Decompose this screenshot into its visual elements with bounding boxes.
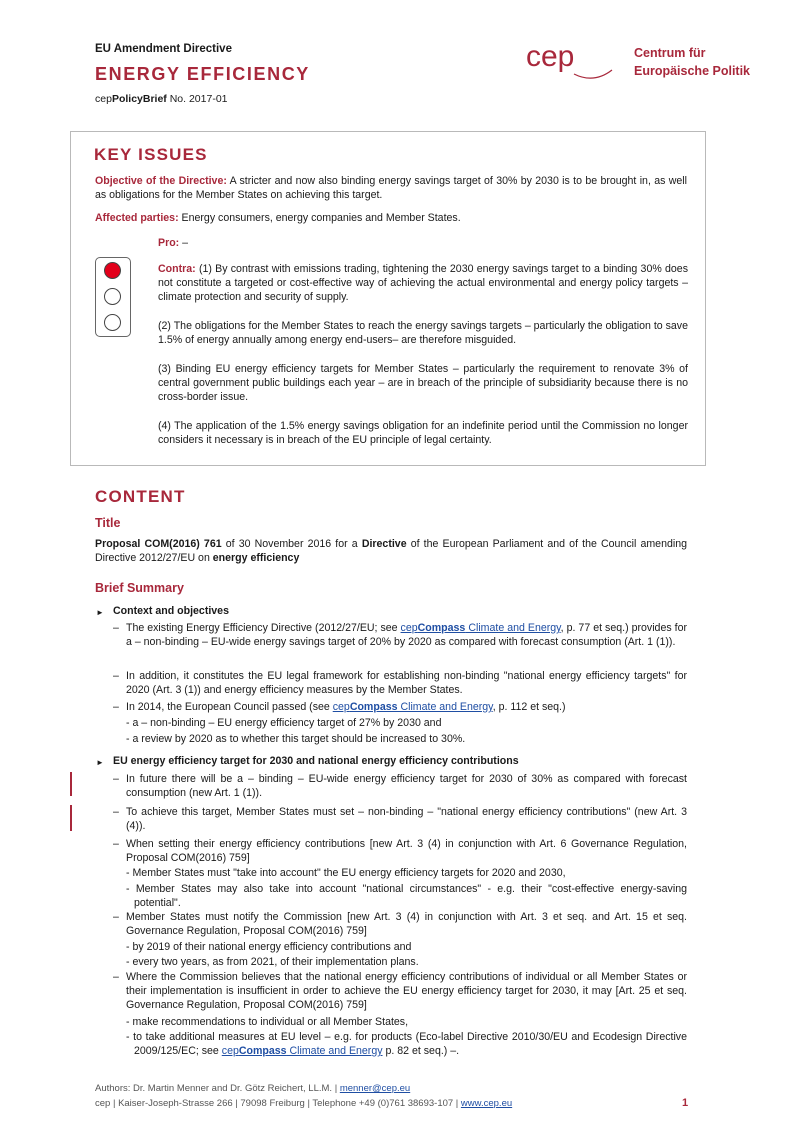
author-email-link[interactable]: menner@cep.eu xyxy=(339,1083,411,1094)
document-title: ENERGY EFFICIENCY xyxy=(95,64,310,84)
sub-item: - make recommendations to individual or all Member States, xyxy=(126,1016,409,1028)
section-context-title: Context and objectives xyxy=(113,605,229,617)
sub-item: - Member States must "take into account" the EU energy efficiency targets for 2020 and 2030, xyxy=(126,867,566,879)
cepcompass-link[interactable]: cepCompass Climate and Energy xyxy=(221,1045,383,1057)
affected-paragraph: Affected parties: Energy consumers, energy companies and Member States. xyxy=(95,212,461,224)
red-lamp-icon xyxy=(104,262,121,279)
section-target-title: EU energy efficiency target for 2030 and national energy efficiency contributions xyxy=(113,755,519,767)
cepcompass-link[interactable]: cepCompass Climate and Energy xyxy=(400,622,561,634)
content-heading: CONTENT xyxy=(95,487,186,506)
key-issues-heading: KEY ISSUES xyxy=(94,145,208,164)
title-heading: Title xyxy=(95,516,121,530)
footer-authors: Authors: Dr. Martin Menner and Dr. Götz Reichert, LL.M. | menner@cep.eu xyxy=(95,1083,411,1094)
amber-lamp-icon xyxy=(104,288,121,305)
logo-word: cep xyxy=(526,40,575,73)
sub-item: - a – non-binding – EU energy efficiency target of 27% by 2030 and xyxy=(126,717,442,729)
list-item: – In future there will be a – binding – EU-wide energy efficiency target for 2030 of 30% as compared with forecast consumption (new Art. 1 (1)). xyxy=(113,773,687,799)
policy-brief-number: cepPolicyBrief No. 2017-01 xyxy=(95,93,228,105)
contra-paragraph-2: (2) The obligations for the Member States to reach the energy savings targets – particularly the obligation to save 1.5% of energy annually among energy end-users– are therefore misguided. xyxy=(158,320,688,346)
bullet-arrow-icon: ► xyxy=(96,758,104,767)
website-link[interactable]: www.cep.eu xyxy=(460,1098,513,1109)
document-kicker: EU Amendment Directive xyxy=(95,43,232,55)
list-item: – The existing Energy Efficiency Directive (2012/27/EU; see cepCompass Climate and Energy, p. 77 et seq.) provides for a – non-binding – EU-wide energy savings target of 20% by 2020 as compared with forecast consumption (Art. 1 (1)). xyxy=(113,622,687,648)
bullet-arrow-icon: ► xyxy=(96,608,104,617)
list-item: – To achieve this target, Member States must set – non-binding – "national energy efficiency contributions" (new Art. 3 (4)). xyxy=(113,806,687,832)
change-bar xyxy=(70,805,72,831)
footer-address: cep | Kaiser-Joseph-Strasse 266 | 79098 Freiburg | Telephone +49 (0)761 38693-107 | www.cep.eu xyxy=(95,1098,513,1109)
sub-item: - every two years, as from 2021, of their implementation plans. xyxy=(126,956,419,968)
proposal-title: Proposal COM(2016) 761 of 30 November 2016 for a Directive of the European Parliament and of the Council amending Directive 2012/27/EU on energy efficiency xyxy=(95,538,687,564)
list-item: – Member States must notify the Commission [new Art. 3 (4) in conjunction with Art. 3 et seq. and Art. 15 et seq. Governance Regulation, Proposal COM(2016) 759] xyxy=(113,911,687,937)
traffic-light-icon xyxy=(95,257,131,337)
cepcompass-link[interactable]: cepCompass Climate and Energy xyxy=(332,701,493,713)
list-item: – Where the Commission believes that the national energy efficiency contributions of individual or all Member States or their implementation is insufficient in order to achieve the EU energy efficiency target for 2030, it may [Art. 25 et seq. Governance Regulation, Proposal COM(2016) 759] xyxy=(113,971,687,1011)
contra-paragraph-1: Contra: (1) By contrast with emissions trading, tightening the 2030 energy savings target to a binding 30% does not constitute a targeted or cost-effective way of achieving the actual environmental and energy policy targets – climate protection and security of supply. xyxy=(158,263,688,303)
change-bar xyxy=(70,772,72,796)
green-lamp-icon xyxy=(104,314,121,331)
sub-item: - a review by 2020 as to whether this target should be increased to 30%. xyxy=(126,733,466,745)
page-number: 1 xyxy=(682,1097,689,1109)
contra-paragraph-4: (4) The application of the 1.5% energy savings obligation for an indefinite period until the Commission no longer considers it necessary is in breach of the EU principle of legal certainty. xyxy=(158,420,688,446)
list-item: – In 2014, the European Council passed (see cepCompass Climate and Energy, p. 112 et seq.) xyxy=(113,701,566,713)
contra-paragraph-3: (3) Binding EU energy efficiency targets for Member States – particularly the requirement to renovate 3% of central government public buildings each year – are in breach of the principle of subsidiarity because there is no cross-border issue. xyxy=(158,363,688,403)
sub-item: - to take additional measures at EU level – e.g. for products (Eco-label Directive 2010/30/EU and Ecodesign Directive 2009/125/EC; see cepCompass Climate and Energy p. 82 et seq.) –. xyxy=(126,1031,687,1057)
cep-logo xyxy=(524,40,614,84)
sub-item: - by 2019 of their national energy efficiency contributions and xyxy=(126,941,412,953)
logo-text: Centrum für Europäische Politik xyxy=(634,46,751,78)
objective-paragraph: Objective of the Directive: A stricter and now also binding energy savings target of 30% by 2030 is to be brought in, as well as obligations for the Member States on achieving this target. xyxy=(95,175,688,201)
list-item: – In addition, it constitutes the EU legal framework for establishing non-binding "national energy efficiency targets" for 2020 (Art. 3 (1)) and energy efficiency measures by the Member States. xyxy=(113,670,687,696)
list-item: – When setting their energy efficiency contributions [new Art. 3 (4) in conjunction with Art. 6 Governance Regulation, Proposal COM(2016) 759] xyxy=(113,838,687,864)
sub-item: - Member States may also take into account "national circumstances" - e.g. their "cost-effective energy-saving potential". xyxy=(126,883,687,909)
brief-summary-heading: Brief Summary xyxy=(95,581,184,595)
pro-paragraph: Pro: – xyxy=(158,237,189,249)
